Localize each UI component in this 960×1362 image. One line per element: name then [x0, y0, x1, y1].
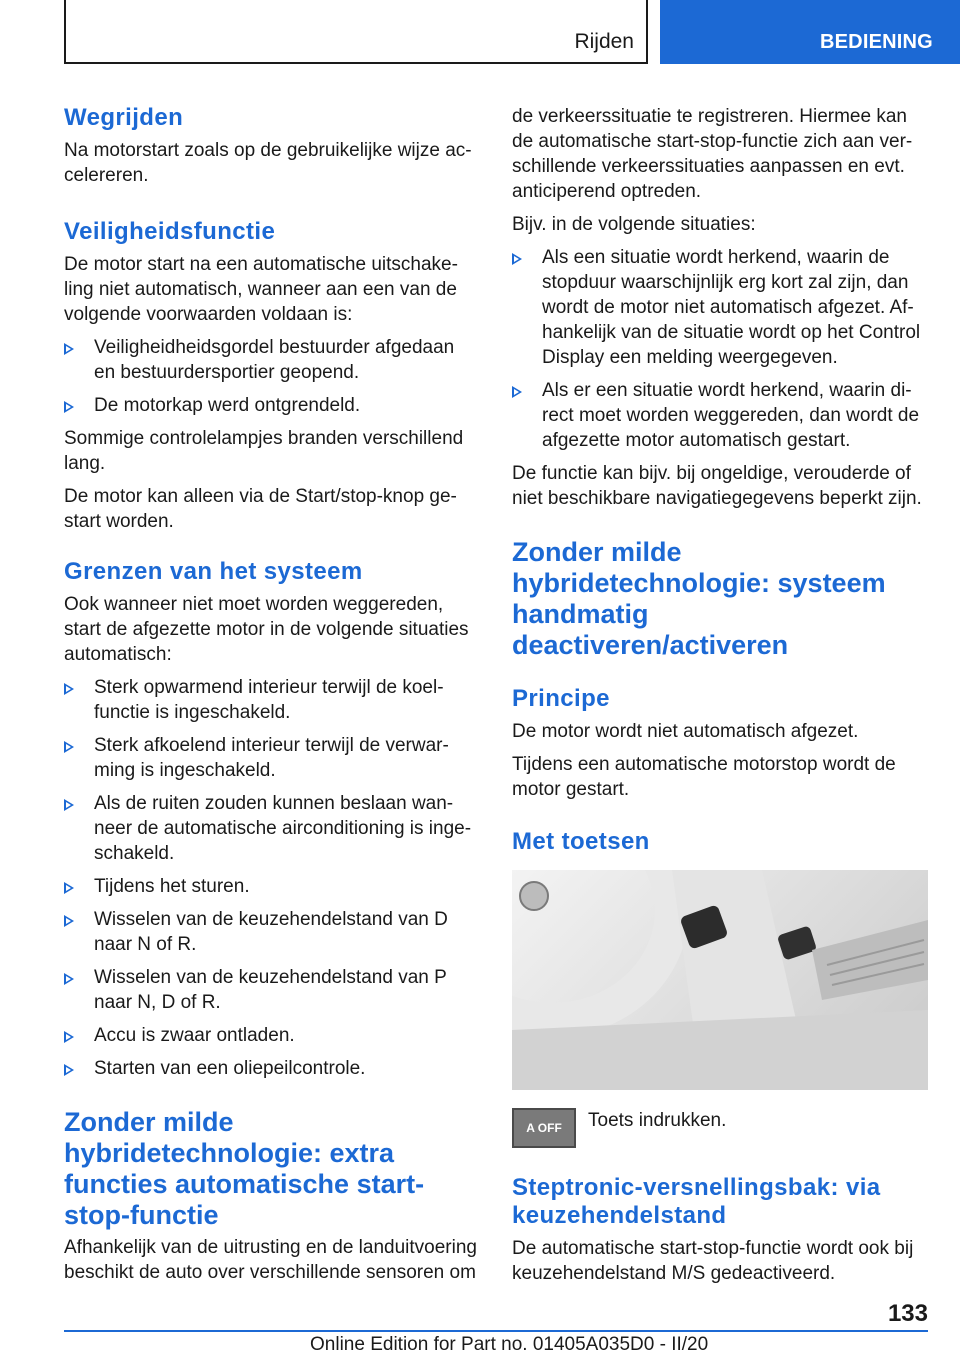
list-item: Accu is zwaar ontladen.	[64, 1023, 478, 1048]
list-item: Wisselen van de keuzehendelstand van P naar N, D of R.	[64, 965, 478, 1015]
heading-extra-functies: Zonder milde hybridetechnologie: extra functies automatische start- stop-functie	[64, 1107, 425, 1230]
triangle-bullet-icon	[64, 343, 74, 355]
triangle-bullet-icon	[64, 915, 74, 927]
triangle-bullet-icon	[64, 401, 74, 413]
triangle-bullet-icon	[64, 973, 74, 985]
auto-start-stop-off-icon: A OFF	[512, 1108, 576, 1148]
triangle-bullet-icon	[512, 253, 522, 265]
list-item: Tijdens het sturen.	[64, 874, 478, 899]
paragraph-extra: Afhankelijk van de uitrusting en de landuitvoering beschikt de auto over verschillende sensoren om	[64, 1237, 477, 1283]
list-item: De motorkap werd ontgrendeld.	[64, 393, 478, 418]
list-item: Sterk opwarmend interieur terwijl de koel- functie is ingeschakeld.	[64, 675, 478, 725]
dashboard-photo	[512, 870, 928, 1090]
list-grenzen	[64, 675, 478, 1081]
footer-edition: Online Edition for Part no. 01405A035D0 - II/20	[310, 1334, 709, 1355]
paragraph-toets-indrukken: Toets indrukken.	[588, 1110, 727, 1131]
heading-grenzen: Grenzen van het systeem	[64, 558, 363, 585]
paragraph-verkeerssituatie: de verkeerssituatie te registreren. Hiermee kan de automatische start-stop-functie zich aan ver- schillende verkeerssituaties aanpassen en evt. anticiperend optreden.	[512, 106, 913, 202]
list-situaties	[512, 245, 928, 453]
heading-steptronic: Steptronic-versnellingsbak: via keuzehendelstand	[512, 1174, 881, 1229]
chapter-title: Rijden	[574, 30, 634, 53]
paragraph-bijv: Bijv. in de volgende situaties:	[512, 214, 756, 235]
list-item: Als er een situatie wordt herkend, waarin di- rect moet worden weggereden, dan wordt de afgezette motor automatisch gestart.	[512, 378, 928, 453]
page-number: 133	[887, 1300, 928, 1327]
heading-met-toetsen: Met toetsen	[512, 828, 650, 855]
heading-wegrijden: Wegrijden	[64, 104, 184, 131]
button-instruction-row	[512, 1108, 928, 1148]
heading-principe: Principe	[512, 685, 610, 712]
triangle-bullet-icon	[64, 799, 74, 811]
list-item: Starten van een oliepeilcontrole.	[64, 1056, 478, 1081]
paragraph-wegrijden: Na motorstart zoals op de gebruikelijke wijze ac- celereren.	[64, 140, 472, 186]
paragraph-beperkt: De functie kan bijv. bij ongeldige, verouderde of niet beschikbare navigatiegegevens beperkt zijn.	[512, 463, 922, 509]
heading-veiligheidsfunctie: Veiligheidsfunctie	[64, 218, 276, 245]
triangle-bullet-icon	[512, 386, 522, 398]
left-column	[64, 104, 478, 1285]
paragraph-veiligheid: De motor start na een automatische uitschake- ling niet automatisch, wanneer aan een van de volgende voorwaarden voldaan is:	[64, 254, 458, 325]
paragraph-grenzen: Ook wanneer niet moet worden weggereden, start de afgezette motor in de volgende situaties automatisch:	[64, 594, 469, 665]
triangle-bullet-icon	[64, 741, 74, 753]
paragraph-controlelampjes: Sommige controlelampjes branden verschillend lang.	[64, 428, 464, 474]
header-chapter-box	[64, 0, 648, 64]
list-item: Als de ruiten zouden kunnen beslaan wan- neer de automatische airconditioning is inge- schakeld.	[64, 791, 478, 866]
paragraph-principe-1: De motor wordt niet automatisch afgezet.	[512, 721, 859, 742]
header-section-box	[660, 0, 960, 64]
list-item: Wisselen van de keuzehendelstand van D naar N of R.	[64, 907, 478, 957]
steering-wheel-illustration	[512, 870, 928, 1090]
paragraph-startstop: De motor kan alleen via de Start/stop-knop ge- start worden.	[64, 486, 457, 532]
list-veiligheid	[64, 335, 478, 418]
section-title: BEDIENING	[820, 31, 933, 53]
triangle-bullet-icon	[64, 1031, 74, 1043]
list-item: Veiligheidheidsgordel bestuurder afgedaan en bestuurdersportier geopend.	[64, 335, 478, 385]
paragraph-steptronic: De automatische start-stop-functie wordt ook bij keuzehendelstand M/S gedeactiveerd.	[512, 1238, 914, 1284]
triangle-bullet-icon	[64, 882, 74, 894]
list-item: Als een situatie wordt herkend, waarin de stopduur waarschijnlijk erg kort zal zijn, dan wordt de motor niet automatisch afgezet. Af- hankelijk van de situatie wordt op het Control Display een melding weergegeven.	[512, 245, 928, 370]
heading-handmatig: Zonder milde hybridetechnologie: systeem handmatig deactiveren/activeren	[512, 537, 886, 660]
triangle-bullet-icon	[64, 683, 74, 695]
right-column	[512, 104, 928, 1286]
triangle-bullet-icon	[64, 1064, 74, 1076]
footer-divider	[64, 1330, 928, 1332]
list-item: Sterk afkoelend interieur terwijl de verwar- ming is ingeschakeld.	[64, 733, 478, 783]
paragraph-principe-2: Tijdens een automatische motorstop wordt de motor gestart.	[512, 754, 896, 800]
